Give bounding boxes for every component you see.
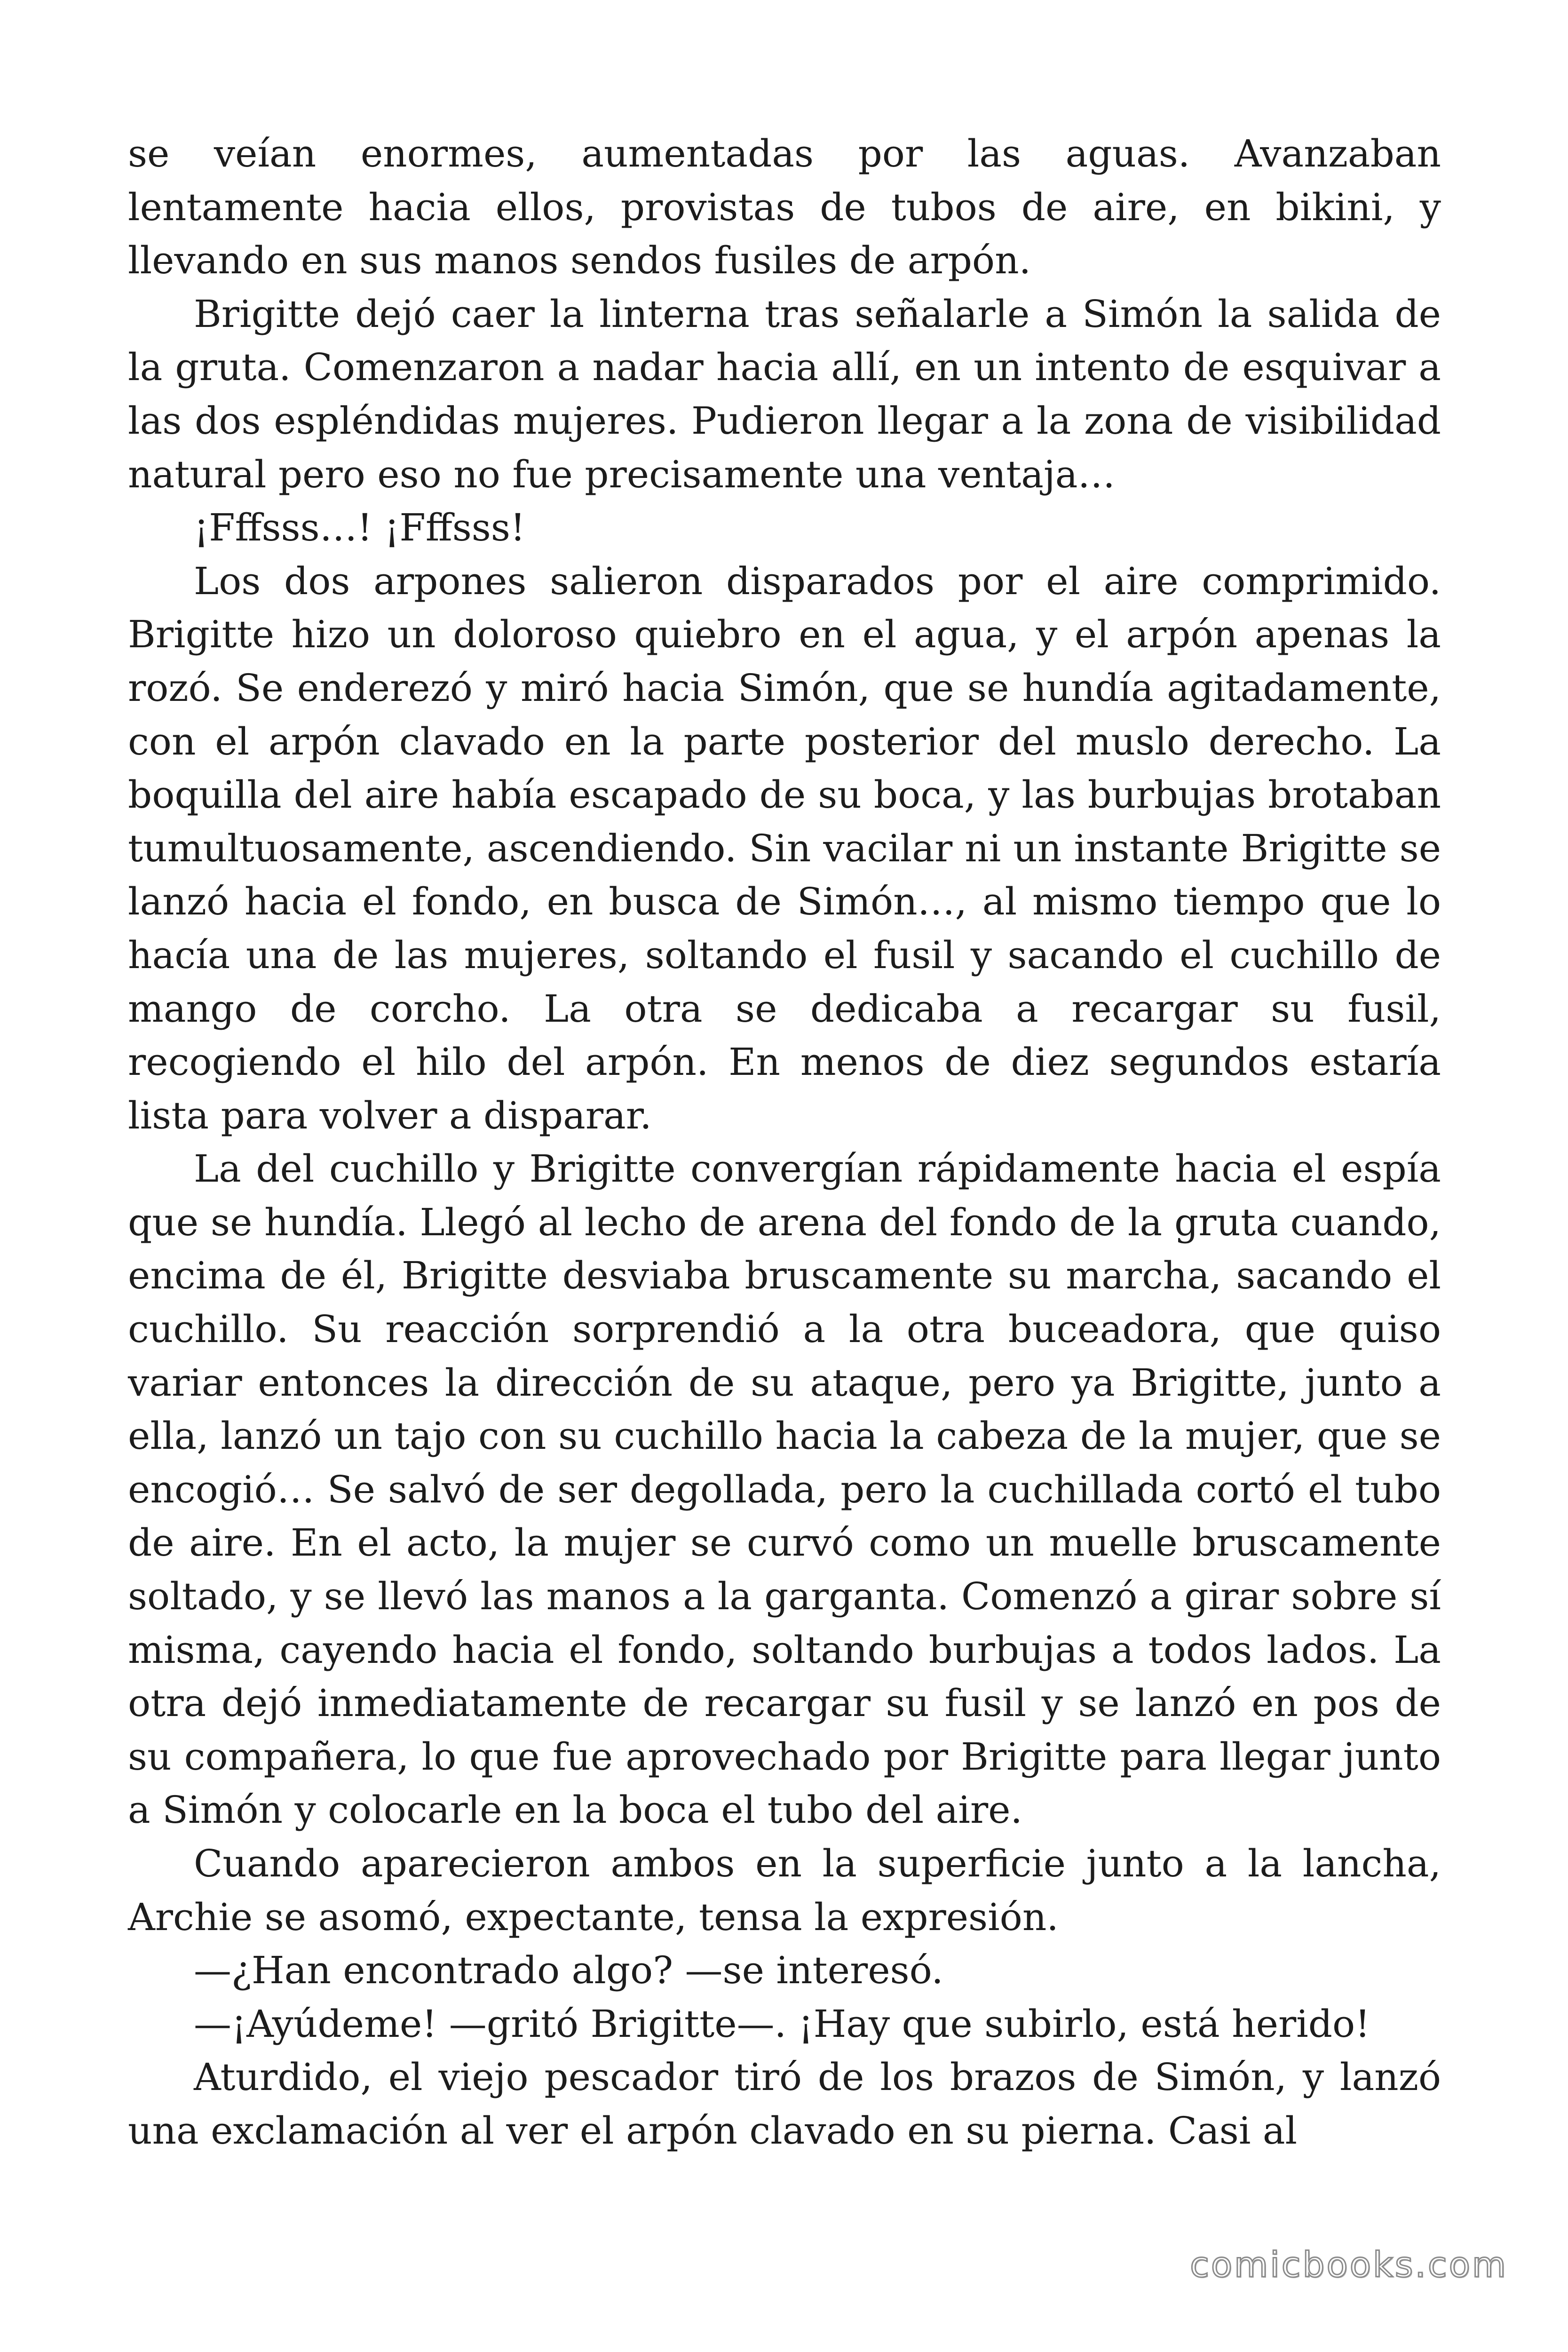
paragraph-8: —¡Ayúdeme! —gritó Brigitte—. ¡Hay que subirlo, está herido! [194, 2002, 1370, 2046]
watermark: comicbooks.com [1190, 2245, 1508, 2285]
paragraph-3: ¡Fffsss…! ¡Fffsss! [194, 506, 526, 550]
paragraph-5: La del cuchillo y Brigitte convergían rápidamente hacia el espía que se hundía. Llegó al lecho de arena del fondo de la gruta cuando, encima de él, Brigitte desviaba bruscamente su marcha, sacando el cuchillo. Su reacción sorprendió a la otra buceadora, que quiso variar entonces la dirección de su ataque, pero ya Brigitte, junto a ella, lanzó un tajo con su cuchillo hacia la cabeza de la mujer, que se encogió… Se salvó de ser degollada, pero la cuchillada cortó el tubo de aire. En el acto, la mujer se curvó como un muelle bruscamente soltado, y se llevó las manos a la garganta. Comenzó a girar sobre sí misma, cayendo hacia el fondo, soltando burbujas a todos lados. La otra dejó inmediatamente de recargar su fusil y se lanzó en pos de su compañera, lo que fue aprovechado por Brigitte para llegar junto a Simón y colocarle en la boca el tubo del aire. [128, 1147, 1441, 1832]
paragraph-7: —¿Han encontrado algo? —se interesó. [194, 1948, 943, 1993]
paragraph-6: Cuando aparecieron ambos en la superficie junto a la lancha, Archie se asomó, expectante, tensa la expresión. [128, 1842, 1441, 1939]
paragraph-2: Brigitte dejó caer la linterna tras señalarle a Simón la salida de la gruta. Comenzaron a nadar hacia allí, en un intento de esquivar a las dos espléndidas mujeres. Pudieron llegar a la zona de visibilidad natural pero eso no fue precisamente una ventaja… [128, 292, 1441, 496]
page-body [128, 127, 1441, 2158]
paragraph-9: Aturdido, el viejo pescador tiró de los brazos de Simón, y lanzó una exclamación al ver el arpón clavado en su pierna. Casi al [128, 2055, 1441, 2153]
paragraph-1: se veían enormes, aumentadas por las aguas. Avanzaban lentamente hacia ellos, provistas de tubos de aire, en bikini, y llevando en sus manos sendos fusiles de arpón. [128, 132, 1441, 283]
paragraph-4: Los dos arpones salieron disparados por el aire comprimido. Brigitte hizo un doloroso quiebro en el agua, y el arpón apenas la rozó. Se enderezó y miró hacia Simón, que se hundía agitadamente, con el arpón clavado en la parte posterior del muslo derecho. La boquilla del aire había escapado de su boca, y las burbujas brotaban tumultuosamente, ascendiendo. Sin vacilar ni un instante Brigitte se lanzó hacia el fondo, en busca de Simón…, al mismo tiempo que lo hacía una de las mujeres, soltando el fusil y sacando el cuchillo de mango de corcho. La otra se dedicaba a recargar su fusil, recogiendo el hilo del arpón. En menos de diez segundos estaría lista para volver a disparar. [128, 559, 1441, 1137]
